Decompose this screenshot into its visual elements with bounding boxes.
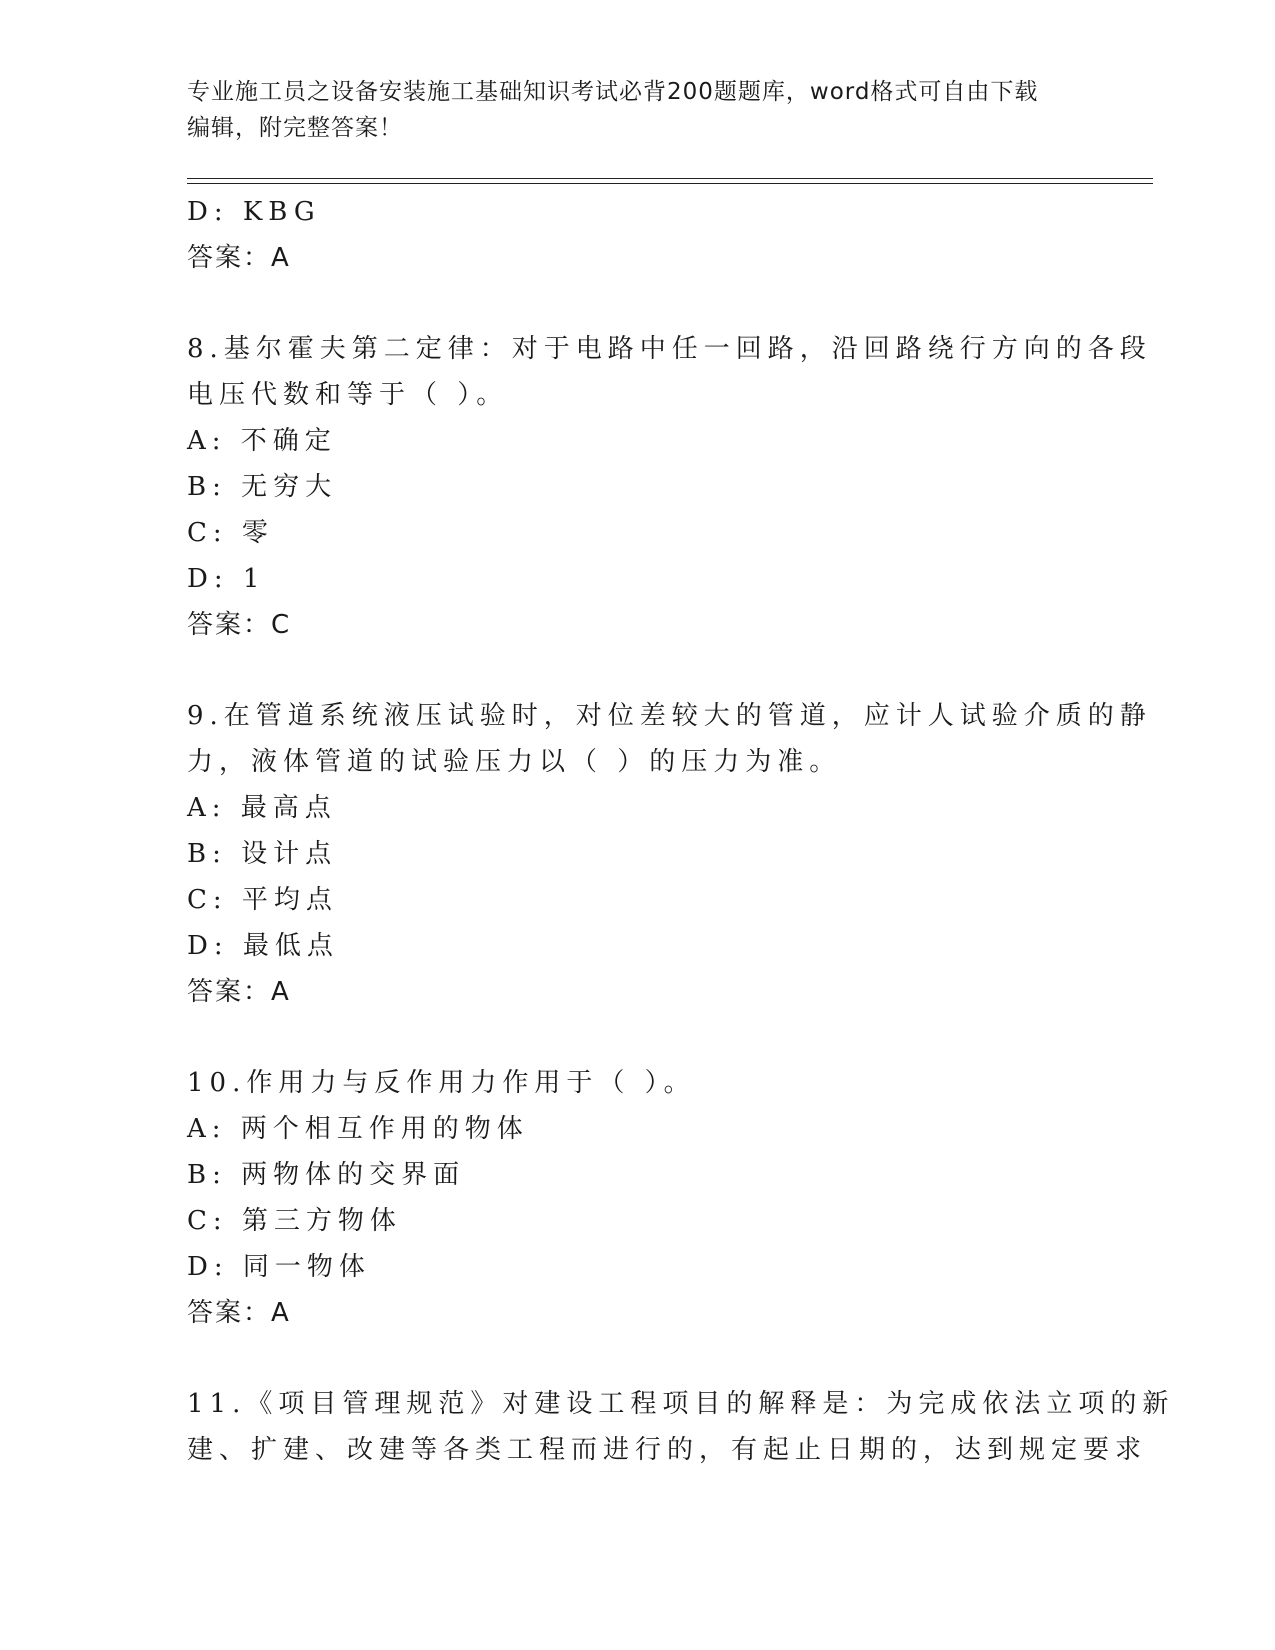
option-a: A: 不确定	[187, 426, 337, 456]
option-d: D: 同一物体	[187, 1252, 371, 1282]
question-text-line: 10.作用力与反作用力作用于（ ）。	[187, 1068, 696, 1098]
option-b: B: 设计点	[187, 839, 338, 869]
question-text-line: 建、扩建、改建等各类工程而进行的，有起止日期的，达到规定要求	[187, 1435, 1148, 1465]
answer-line: 答案：A	[187, 243, 291, 273]
question-11	[187, 1381, 1175, 1473]
option-b: B: 无穷大	[187, 472, 338, 502]
document-body	[187, 189, 1175, 1473]
header-rule-top	[187, 178, 1153, 179]
option-b: B: 两物体的交界面	[187, 1160, 466, 1190]
option-d: D: KBG	[187, 197, 321, 227]
answer-line: 答案：A	[187, 1298, 291, 1328]
question-text-line: 力，液体管道的试验压力以（ ）的压力为准。	[187, 747, 842, 777]
question-text-line: 9.在管道系统液压试验时，对位差较大的管道，应计人试验介质的静	[187, 701, 1152, 731]
question-9	[187, 693, 1152, 1015]
question-text-line: 11.《项目管理规范》对建设工程项目的解释是：为完成依法立项的新	[187, 1389, 1175, 1419]
option-c: C: 第三方物体	[187, 1206, 402, 1236]
question-text-line: 电压代数和等于（ ）。	[187, 380, 509, 410]
question-10	[187, 1060, 1087, 1336]
answer-line: 答案：A	[187, 977, 291, 1007]
document-header	[187, 74, 1087, 146]
option-a: A: 最高点	[187, 793, 337, 823]
header-rule-bottom	[187, 183, 1153, 184]
option-c: C: 平均点	[187, 885, 338, 915]
option-c: C: 零	[187, 518, 274, 548]
question-8	[187, 326, 1152, 648]
partial-question	[187, 189, 1087, 281]
header-line-2: 编辑，附完整答案！	[187, 115, 403, 141]
answer-line: 答案：C	[187, 610, 292, 640]
option-d: D: 最低点	[187, 931, 339, 961]
question-text-line: 8.基尔霍夫第二定律：对于电路中任一回路，沿回路绕行方向的各段	[187, 334, 1152, 364]
option-a: A: 两个相互作用的物体	[187, 1114, 529, 1144]
header-line-1: 专业施工员之设备安装施工基础知识考试必背200题题库，word格式可自由下载	[187, 79, 1039, 105]
option-d: D: 1	[187, 564, 266, 594]
